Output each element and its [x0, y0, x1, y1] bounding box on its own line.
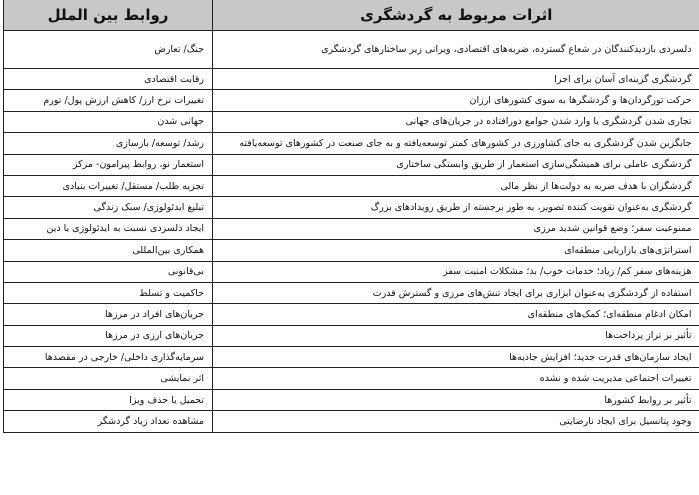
cell-effect: دلسردی بازدیدکنندگان در شعاع گسترده، ضربه‌های اقتصادی، ویرانی زیر ساختارهای گردشگری	[213, 31, 699, 69]
cell-relation: جهانی شدن	[4, 111, 213, 132]
table-row	[4, 197, 699, 218]
table-row	[4, 304, 699, 325]
cell-relation: همکاری بین‌المللی	[4, 240, 213, 261]
cell-effect: گردشگران با هدف ضربه به دولت‌ها از نظر مالی	[213, 175, 699, 196]
cell-effect: استفاده از گردشگری به‌عنوان ابزاری برای ایجاد تنش‌های مرزی و گسترش قدرت	[213, 282, 699, 303]
cell-effect: گردشگری گزینه‌ای آسان برای اجرا	[213, 69, 699, 90]
cell-effect: وجود پتانسیل برای ایجاد نارضایتی	[213, 411, 699, 432]
header-relations: روابط بین الملل	[4, 0, 213, 31]
table-row	[4, 218, 699, 239]
cell-relation: ایجاد دلسردی نسبت به ایدئولوژی یا دین	[4, 218, 213, 239]
cell-relation: جنگ/ تعارض	[4, 31, 213, 69]
table-row	[4, 69, 699, 90]
table-body	[4, 31, 699, 433]
cell-relation: جریان‌های افراد در مرزها	[4, 304, 213, 325]
cell-relation: رقابت اقتصادی	[4, 69, 213, 90]
cell-effect: گردشگری عاملی برای همیشگی‌سازی استعمار از طریق وابستگی ساختاری	[213, 154, 699, 175]
table-row	[4, 154, 699, 175]
cell-relation: اثر نمایشی	[4, 368, 213, 389]
cell-relation: سرمایه‌گذاری داخلی/ خارجی در مقصدها	[4, 347, 213, 368]
cell-relation: رشد/ توسعه/ بازسازی	[4, 133, 213, 154]
table-row	[4, 240, 699, 261]
table-row	[4, 261, 699, 282]
table-row	[4, 31, 699, 69]
tourism-relations-table-wrapper	[3, 0, 699, 433]
table-row	[4, 411, 699, 432]
table-row	[4, 111, 699, 132]
cell-effect: حرکت تورگردان‌ها و گردشگرها به سوی کشورهای ارزان	[213, 90, 699, 111]
cell-effect: استراتژی‌های بازاریابی منطقه‌ای	[213, 240, 699, 261]
table-row	[4, 282, 699, 303]
header-effects: اثرات مربوط به گردشگری	[213, 0, 699, 31]
table-row	[4, 133, 699, 154]
cell-relation: استعمار نو، روابط پیرامون- مرکز	[4, 154, 213, 175]
cell-effect: جایگزین شدن گردشگری به جای کشاورزی در کشورهای کمتر توسعه‌یافته و به جای صنعت در کشورهای توسعه‌یافته	[213, 133, 699, 154]
table-row	[4, 175, 699, 196]
table-row	[4, 347, 699, 368]
tourism-relations-table	[3, 0, 699, 433]
cell-relation: حاکمیت و تسلط	[4, 282, 213, 303]
cell-relation: تغییرات نرخ ارز/ کاهش ارزش پول/ تورم	[4, 90, 213, 111]
cell-effect: تأثیر بر روابط کشورها	[213, 389, 699, 410]
cell-effect: هزینه‌های سفر کم/ زیاد؛ خدمات خوب/ بد؛ مشکلات امنیت سفر	[213, 261, 699, 282]
cell-relation: جریان‌های ارزی در مرزها	[4, 325, 213, 346]
table-row	[4, 325, 699, 346]
cell-effect: ممنوعیت سفر؛ وضع قوانین شدید مرزی	[213, 218, 699, 239]
cell-relation: تحمیل یا حذف ویزا	[4, 389, 213, 410]
cell-effect: تجاری شدن گردشگری یا وارد شدن جوامع دورافتاده در جریان‌های جهانی	[213, 111, 699, 132]
header-row	[4, 0, 699, 31]
table-row	[4, 90, 699, 111]
cell-relation: تجزیه طلب/ مستقل/ تغییرات بنیادی	[4, 175, 213, 196]
table-row	[4, 389, 699, 410]
cell-effect: تغییرات اجتماعی مدیریت شده و نشده	[213, 368, 699, 389]
cell-effect: تأثیر بر تراز پرداخت‌ها	[213, 325, 699, 346]
cell-relation: مشاهده تعداد زیاد گردشگر	[4, 411, 213, 432]
cell-effect: گردشگری به‌عنوان تقویت کننده تصویر، به طور برجسته از طریق رویدادهای بزرگ	[213, 197, 699, 218]
cell-relation: بی‌قانونی	[4, 261, 213, 282]
cell-relation: تبلیغ ایدئولوژی/ سبک زندگی	[4, 197, 213, 218]
table-row	[4, 368, 699, 389]
cell-effect: ایجاد سازمان‌های قدرت جدید؛ افزایش جاذبه‌ها	[213, 347, 699, 368]
cell-effect: امکان ادغام منطقه‌ای؛ کمک‌های منطقه‌ای	[213, 304, 699, 325]
